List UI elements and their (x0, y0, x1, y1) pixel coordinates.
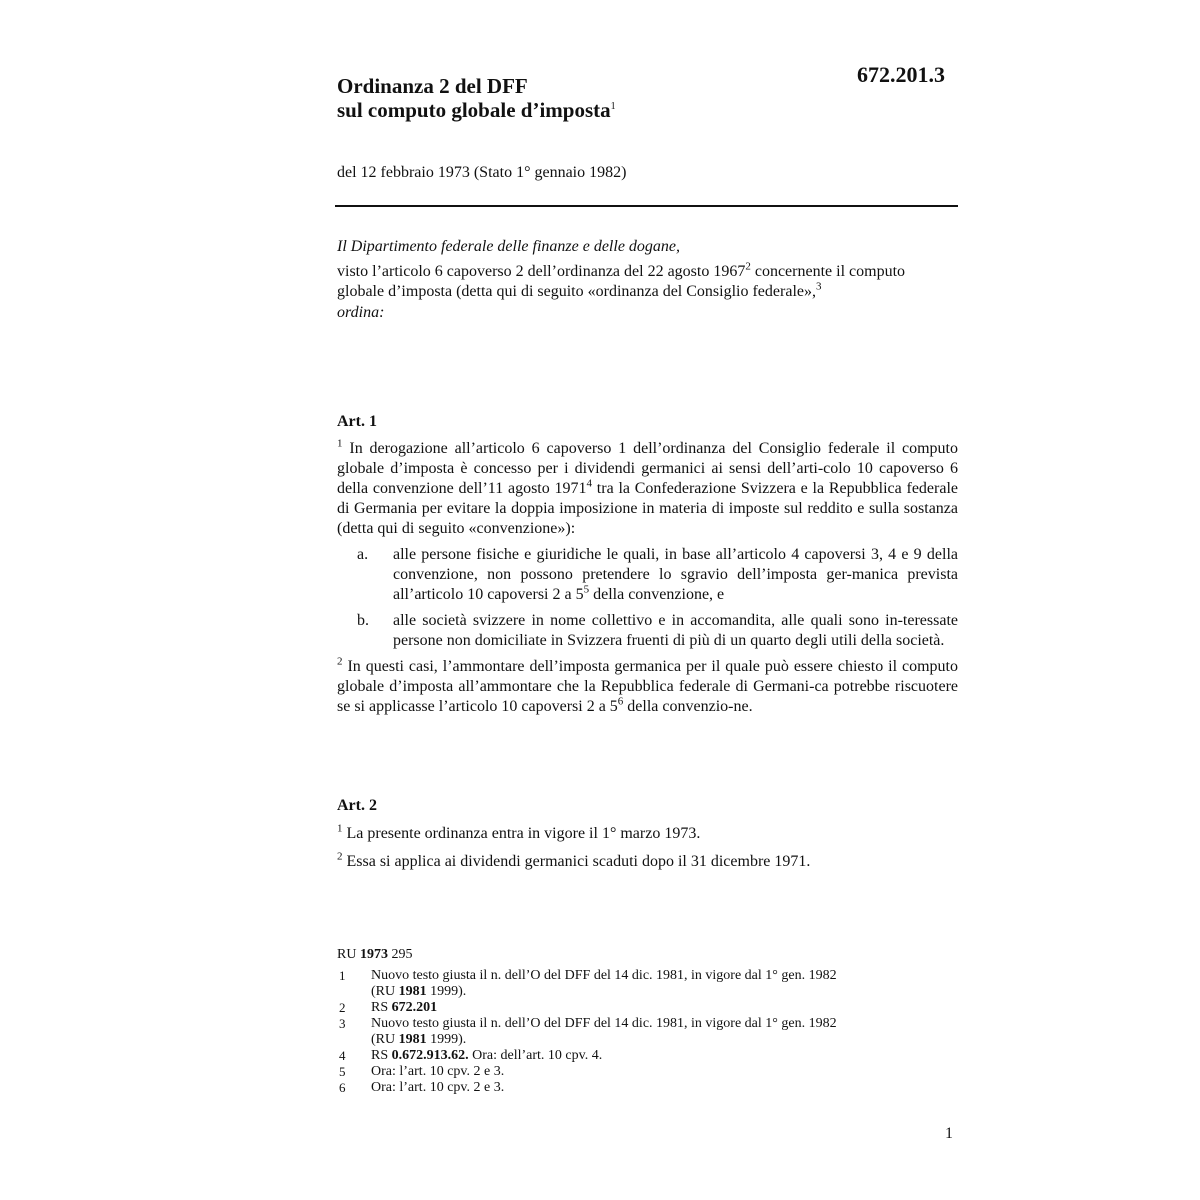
footnote-text-bold: 1981 (398, 984, 427, 999)
footnote-ref-4[interactable]: 4 (586, 477, 593, 490)
title-line-2 (337, 98, 616, 122)
footnote-line: Nuovo testo giusta il n. dell’O del DFF del 14 dic. 1981, in vigore dal 1° gen. 1982 (371, 968, 837, 983)
footnote-text (371, 1000, 937, 1016)
ru-prefix: RU (337, 947, 360, 962)
list-text-part: della convenzione, e (589, 586, 725, 603)
header-divider (335, 205, 958, 207)
footnote-text-bold: 0.672.913.62. (391, 1048, 469, 1063)
footnote-text-part: (RU (371, 984, 399, 999)
footnote-number: 3 (339, 1016, 346, 1031)
preamble-ordina: ordina: (337, 303, 385, 321)
list-item-a (337, 545, 958, 605)
ru-reference (337, 947, 937, 963)
preamble-authority: Il Dipartimento federale delle finanze e delle dogane, (337, 238, 681, 255)
footnote-6 (337, 1080, 937, 1096)
footnote-4 (337, 1048, 937, 1064)
footnote-number: 2 (339, 1000, 346, 1015)
article-1-paragraph-2 (337, 657, 958, 717)
article-2 (337, 796, 958, 872)
paragraph-text: Essa si applica ai dividendi germanici scaduti dopo il 31 dicembre 1971. (342, 853, 811, 870)
paragraph-text: tra la Confederazione Svizzera e la Repubblica federale di Germania per evitare la doppia imposizione in materia di imposte sul reddito e sulla sostanza (detta qui di seguito «convenzione»): (337, 480, 958, 537)
ru-year: 1973 (359, 947, 388, 962)
footnote-2 (337, 1000, 937, 1016)
visto-text-2: concernente il computo globale d’imposta (detta qui di seguito «ordinanza del Consiglio federale», (337, 262, 906, 300)
list-text-part: alle persone fisiche e giuridiche le quali, in base all’articolo 4 capoversi 3, 4 e 9 della convenzione, non possono pretendere lo sgravio dell’imposta ger-manica prevista all’articolo 10 capoversi 2 a 5 (393, 546, 958, 603)
footnote-number: 4 (339, 1048, 346, 1063)
list-text (378, 545, 958, 605)
footnote-text-part: 1999). (426, 1032, 467, 1047)
footnote-text-part: Ora: dell’art. 10 cpv. 4. (468, 1048, 603, 1063)
footnote-text-part: 1999). (426, 984, 467, 999)
footnote-number: 5 (339, 1064, 346, 1079)
list-text: alle società svizzere in nome collettivo e in accomandita, alle quali sono in-teressate persone non domiciliate in Svizzera fruenti di più di un quarto degli utili della società. (393, 612, 958, 649)
footnote-text (371, 1048, 937, 1064)
footnote-ref-5[interactable]: 5 (583, 583, 590, 596)
footnote-number: 1 (339, 968, 346, 983)
article-2-title: Art. 2 (337, 797, 377, 814)
paragraph-number: 1 (337, 822, 343, 835)
footnote-number: 6 (339, 1080, 346, 1095)
sr-number: 672.201.3 (857, 62, 945, 87)
footnote-text-bold: 1981 (398, 1032, 427, 1047)
preamble-visto (337, 262, 917, 303)
article-2-paragraph-1 (337, 824, 958, 844)
footnote-line: Nuovo testo giusta il n. dell’O del DFF del 14 dic. 1981, in vigore dal 1° gen. 1982 (371, 1016, 837, 1031)
footnote-text-part: (RU (371, 1032, 399, 1047)
page-number: 1 (945, 1125, 953, 1142)
paragraph-number: 2 (337, 655, 343, 668)
title-line-1: Ordinanza 2 del DFF (337, 74, 528, 98)
paragraph-text: In questi casi, l’ammontare dell’imposta germanica per il quale può essere chiesto il computo globale d’imposta all’ammontare che la Repubblica federale di Germani-ca potrebbe riscuotere se si applicasse l’articolo 10 capoversi 2 a 5 (337, 658, 958, 715)
footnote-text-bold: 672.201 (391, 1000, 438, 1015)
list-letter: b. (357, 612, 369, 629)
footnote-text-part: RS (371, 1048, 392, 1063)
footnote-ref-6[interactable]: 6 (617, 695, 624, 708)
title-line-2-text: sul computo globale d’imposta (337, 98, 611, 122)
footnote-text-part: RS (371, 1000, 392, 1015)
article-2-paragraph-2 (337, 852, 958, 872)
paragraph-text: della convenzio-ne. (623, 698, 753, 715)
footnote-text (371, 1016, 937, 1048)
footnote-text (371, 968, 937, 1000)
footnote-ref-2[interactable]: 2 (745, 260, 751, 273)
document-title (337, 74, 616, 122)
article-1 (337, 412, 958, 717)
footnote-3 (337, 1016, 937, 1048)
paragraph-text: La presente ordinanza entra in vigore il 1° marzo 1973. (342, 825, 701, 842)
preamble (337, 237, 917, 323)
footnote-text: Ora: l’art. 10 cpv. 2 e 3. (371, 1080, 505, 1095)
footnotes (337, 947, 937, 1096)
ru-page: 295 (387, 947, 413, 962)
footnote-line (371, 984, 937, 1000)
article-1-paragraph-1 (337, 439, 958, 539)
paragraph-number: 2 (337, 850, 343, 863)
visto-text-1: visto l’articolo 6 capoverso 2 dell’ordinanza del 22 agosto 1967 (337, 262, 746, 280)
list-letter: a. (357, 546, 369, 563)
date-status-line: del 12 febbraio 1973 (Stato 1° gennaio 1982) (337, 164, 627, 181)
paragraph-text: In derogazione all’articolo 6 capoverso 1 dell’ordinanza del Consiglio federale il computo globale d’imposta è concesso per i dividendi germanici ai sensi dell’arti-colo 10 capoverso 6 della convenzione dell’11 agosto 1971 (337, 440, 958, 497)
title-footnote-ref[interactable]: 1 (610, 101, 616, 112)
footnote-line (371, 1032, 937, 1048)
list-item-b (337, 611, 958, 651)
paragraph-number: 1 (337, 437, 343, 450)
article-1-title: Art. 1 (337, 413, 377, 430)
footnote-5 (337, 1064, 937, 1080)
footnote-1 (337, 968, 937, 1000)
footnote-ref-3[interactable]: 3 (815, 280, 822, 293)
footnote-text: Ora: l’art. 10 cpv. 2 e 3. (371, 1064, 505, 1079)
